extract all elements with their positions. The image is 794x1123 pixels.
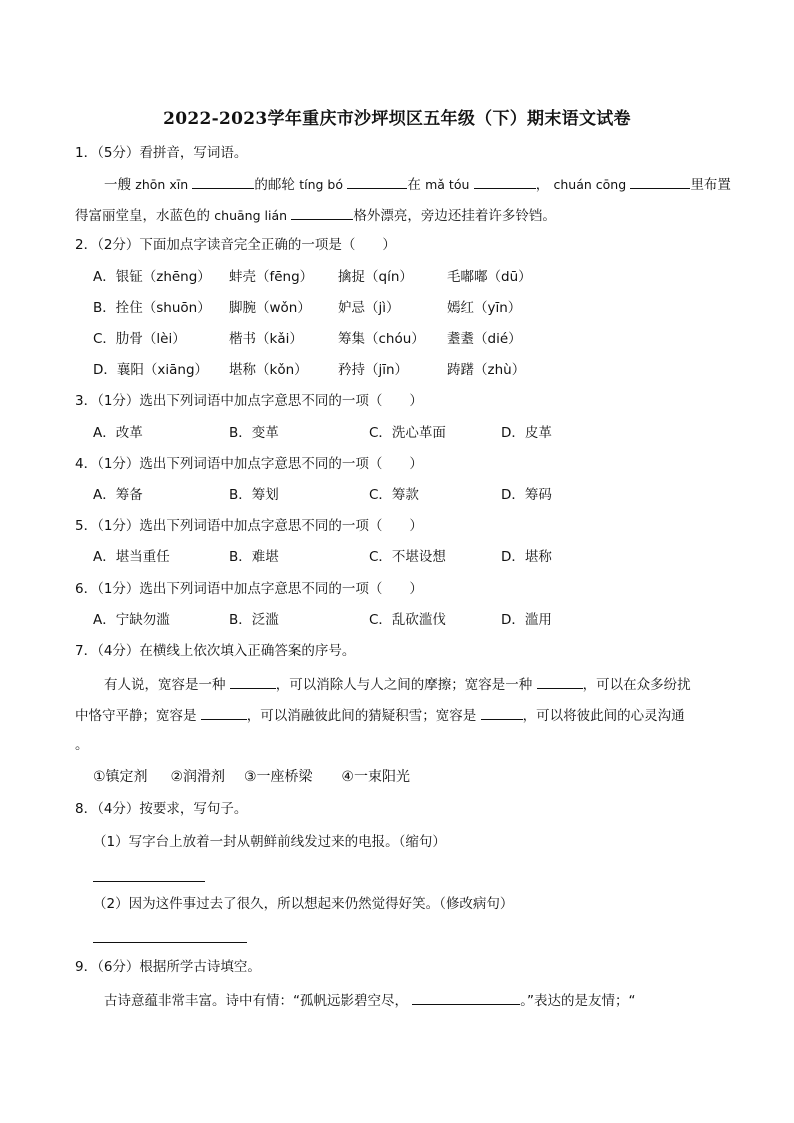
option-b[interactable]: B．筹划 — [229, 487, 279, 503]
q2-option-item: 脚腕（wǒn） — [229, 300, 311, 316]
q2-option-item: A．银钲（zhēng） — [93, 269, 211, 285]
answer-blank[interactable] — [481, 705, 523, 720]
answer-line[interactable] — [93, 941, 247, 943]
answer-blank[interactable] — [192, 174, 254, 189]
q1-line-1: 一艘 zhōn xīn 的邮轮 tíng bó 在 mǎ tóu ， chuán cōng 里布置 — [104, 174, 731, 194]
q1-line-2: 得富丽堂皇，水蓝色的 chuāng lián 格外漂亮，旁边还挂着许多铃铛。 — [75, 205, 556, 225]
pinyin-4: chuán cōng — [553, 177, 627, 192]
option-a[interactable]: A．改革 — [93, 425, 143, 441]
q7-line-2: 中恪守平静；宽容是 ，可以消融彼此间的猜疑积雪；宽容是 ，可以将彼此间的心灵沟通 — [75, 705, 685, 725]
answer-line[interactable] — [93, 880, 205, 882]
q7-line-1: 有人说，宽容是一种 ，可以消除人与人之间的摩擦；宽容是一种 ，可以在众多纷扰 — [104, 674, 691, 694]
answer-blank[interactable] — [291, 205, 353, 220]
q2-option-item: 耋耋（dié） — [447, 331, 522, 347]
q4-heading: 4．（1分）选出下列词语中加点字意思不同的一项（ ） — [75, 456, 423, 472]
choice-1: ①镇定剂 — [93, 769, 148, 785]
q7-heading: 7．（4分）在横线上依次填入正确答案的序号。 — [75, 643, 356, 659]
option-d[interactable]: D．堪称 — [501, 549, 552, 565]
choice-2: ②润滑剂 — [170, 769, 226, 785]
q2-option-item: 楷书（kǎi） — [229, 331, 303, 347]
q8-sub-2: （2）因为这件事过去了很久，所以想起来仍然觉得好笑。（修改病句） — [93, 896, 514, 912]
pinyin-2: tíng bó — [299, 177, 344, 192]
answer-blank[interactable] — [537, 674, 583, 689]
q5-heading: 5．（1分）选出下列词语中加点字意思不同的一项（ ） — [75, 518, 423, 534]
option-d[interactable]: D．筹码 — [501, 487, 552, 503]
answer-blank[interactable] — [474, 174, 536, 189]
option-a[interactable]: A．宁缺勿滥 — [93, 612, 170, 628]
q2-heading: 2．（2分）下面加点字读音完全正确的一项是（ ） — [75, 237, 396, 253]
page-title: 2022-2023学年重庆市沙坪坝区五年级（下）期末语文试卷 — [163, 109, 631, 129]
pinyin-1: zhōn xīn — [135, 177, 189, 192]
q1-heading: 1．（5分）看拼音，写词语。 — [75, 145, 248, 161]
q8-heading: 8．（4分）按要求，写句子。 — [75, 801, 248, 817]
q7-choices — [93, 768, 410, 786]
option-a[interactable]: A．筹备 — [93, 487, 143, 503]
answer-blank[interactable] — [412, 990, 520, 1005]
q2-option-item: C．肋骨（lèi） — [93, 331, 186, 347]
option-d[interactable]: D．皮革 — [501, 425, 552, 441]
q6-heading: 6．（1分）选出下列词语中加点字意思不同的一项（ ） — [75, 581, 423, 597]
choice-4: ④一束阳光 — [341, 769, 410, 785]
q2-option-item: B．拴住（shuōn） — [93, 300, 211, 316]
q7-line-3: 。 — [75, 737, 89, 753]
q2-option-item: 嫣红（yīn） — [447, 300, 522, 316]
q8-sub-1: （1）写字台上放着一封从朝鲜前线发过来的电报。（缩句） — [93, 834, 446, 850]
option-c[interactable]: C．不堪设想 — [369, 549, 446, 565]
q9-line-1: 古诗意蕴非常丰富。诗中有情：“孤帆远影碧空尽， 。”表达的是友情；“ — [104, 990, 636, 1010]
q2-option-item: 堪称（kǒn） — [229, 362, 308, 378]
q2-option-item: D．襄阳（xiāng） — [93, 362, 209, 378]
option-c[interactable]: C．乱砍滥伐 — [369, 612, 446, 628]
q2-option-item: 擒捉（qín） — [338, 269, 413, 285]
choice-3: ③一座桥梁 — [243, 769, 313, 785]
option-c[interactable]: C．洗心革面 — [369, 425, 446, 441]
q2-option-item: 筹集（chóu） — [338, 331, 425, 347]
option-c[interactable]: C．筹款 — [369, 487, 419, 503]
q2-option-item: 矜持（jīn） — [338, 362, 409, 378]
q2-option-item: 踌躇（zhù） — [447, 362, 526, 378]
answer-blank[interactable] — [347, 174, 407, 189]
q2-option-item: 毛嘟嘟（dū） — [447, 269, 532, 285]
answer-blank[interactable] — [630, 174, 690, 189]
option-d[interactable]: D．滥用 — [501, 612, 552, 628]
option-b[interactable]: B．泛滥 — [229, 612, 279, 628]
option-b[interactable]: B．难堪 — [229, 549, 279, 565]
option-b[interactable]: B．变革 — [229, 425, 279, 441]
pinyin-3: mǎ tóu — [425, 177, 470, 192]
answer-blank[interactable] — [201, 705, 247, 720]
q2-option-item: 蚌壳（fēng） — [229, 269, 314, 285]
option-a[interactable]: A．堪当重任 — [93, 549, 170, 565]
q2-option-item: 妒忌（jì） — [338, 300, 400, 316]
q9-heading: 9．（6分）根据所学古诗填空。 — [75, 959, 261, 975]
answer-blank[interactable] — [230, 674, 276, 689]
pinyin-5: chuāng lián — [214, 208, 288, 223]
q3-heading: 3．（1分）选出下列词语中加点字意思不同的一项（ ） — [75, 393, 423, 409]
